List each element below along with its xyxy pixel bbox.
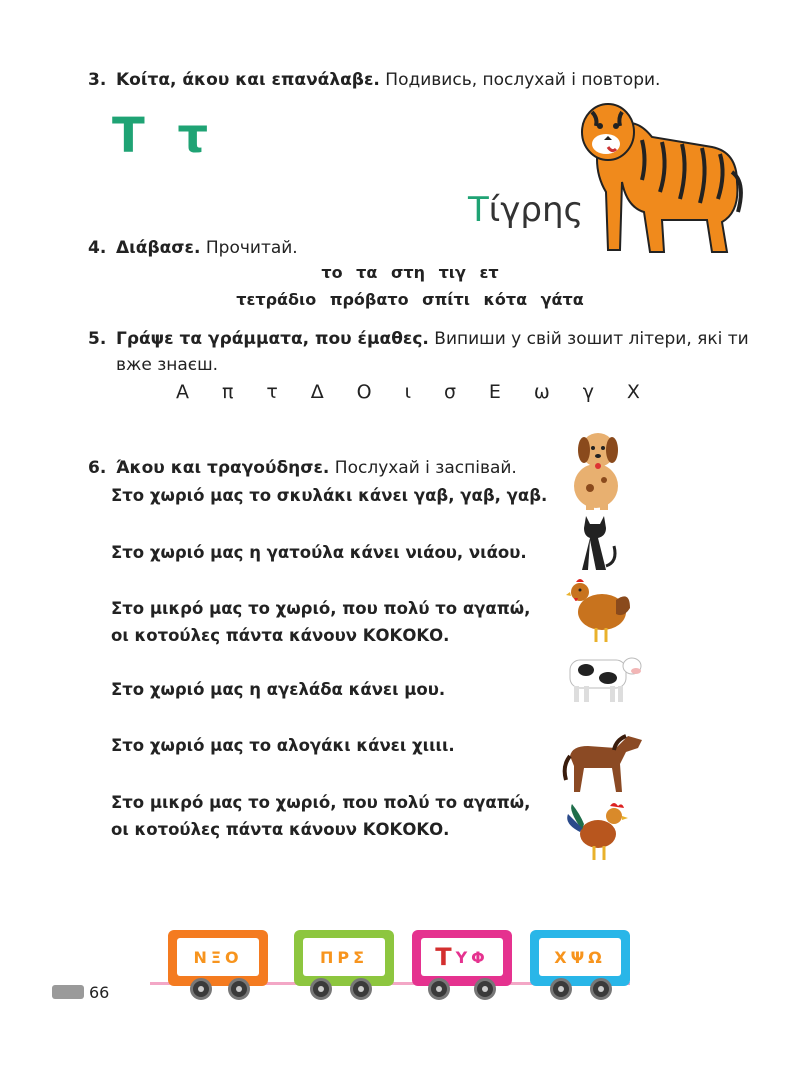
wagon-highlight-letter: Τ bbox=[435, 943, 456, 971]
exercise-number: 3. bbox=[88, 70, 107, 90]
letter: Χ bbox=[626, 381, 640, 403]
instruction-greek: Άκου και τραγούδησε. bbox=[116, 458, 330, 478]
wagon-letters: ΧΨΩ bbox=[554, 947, 606, 967]
instruction-ukrainian: Послухай і заспівай. bbox=[329, 458, 517, 478]
wagon-wheel bbox=[310, 978, 332, 1000]
letter: π bbox=[221, 381, 234, 403]
letter: γ bbox=[582, 381, 594, 403]
instruction-ukrainian-cont: вже знаєш. bbox=[116, 355, 219, 375]
letter: Ε bbox=[488, 381, 501, 403]
syllables-line: το τα στη τιγ ετ bbox=[321, 263, 499, 282]
letter: ω bbox=[533, 381, 550, 403]
exercise-number: 5. bbox=[88, 329, 107, 349]
wagon-label bbox=[303, 938, 385, 976]
page-number-tab bbox=[52, 985, 84, 999]
known-letters bbox=[176, 381, 640, 403]
letter: τ bbox=[266, 381, 278, 403]
exercise-6-heading bbox=[88, 456, 517, 480]
cow-illustration bbox=[562, 648, 642, 706]
hen-illustration bbox=[566, 574, 632, 646]
train-wagon bbox=[412, 930, 512, 986]
song-line: οι κοτούλες πάντα κάνουν ΚΟΚΟΚΟ. bbox=[111, 626, 450, 645]
wagon-wheel bbox=[590, 978, 612, 1000]
example-word bbox=[468, 190, 584, 230]
song-line: Στο χωριό μας η γατούλα κάνει νιάου, νιάου. bbox=[111, 543, 527, 562]
exercise-number: 6. bbox=[88, 458, 107, 478]
letter-pair: Τ τ bbox=[112, 108, 217, 164]
wagon-wheel bbox=[190, 978, 212, 1000]
cat-illustration bbox=[572, 512, 620, 576]
instruction-greek: Γράψε τα γράμματα, που έμαθες. bbox=[116, 329, 429, 349]
wagon-wheel bbox=[228, 978, 250, 1000]
song-line: Στο μικρό μας το χωριό, που πολύ το αγαπώ, bbox=[111, 793, 531, 812]
rooster-illustration bbox=[566, 800, 634, 864]
song-line: Στο χωριό μας η αγελάδα κάνει μου. bbox=[111, 680, 446, 699]
letter: Δ bbox=[310, 381, 324, 403]
song-line: οι κοτούλες πάντα κάνουν ΚΟΚΟΚΟ. bbox=[111, 820, 450, 839]
dog-illustration bbox=[560, 428, 632, 512]
exercise-4-heading bbox=[88, 236, 298, 260]
wagon-wheel bbox=[550, 978, 572, 1000]
instruction-ukrainian: Прочитай. bbox=[200, 238, 298, 258]
letter: σ bbox=[443, 381, 456, 403]
example-word-first-letter: Τ bbox=[468, 190, 489, 230]
wagon-wheel bbox=[428, 978, 450, 1000]
instruction-ukrainian: Випиши у свій зошит літери, які ти bbox=[428, 329, 749, 349]
train-wagon bbox=[294, 930, 394, 986]
words-line: τετράδιο πρόβατο σπίτι κότα γάτα bbox=[236, 290, 584, 309]
instruction-greek: Διάβασε. bbox=[116, 238, 201, 258]
example-word-rest: ίγρης bbox=[488, 190, 584, 230]
wagon-label bbox=[421, 938, 503, 976]
train-wagon bbox=[530, 930, 630, 986]
song-line: Στο χωριό μας το σκυλάκι κάνει γαβ, γαβ, γαβ. bbox=[111, 486, 548, 505]
wagon-wheel bbox=[350, 978, 372, 1000]
wagon-letters: ΥΦ bbox=[455, 947, 489, 967]
train-wagon bbox=[168, 930, 268, 986]
tiger-illustration bbox=[572, 92, 744, 260]
letter: ι bbox=[404, 381, 411, 403]
instruction-ukrainian: Подивись, послухай і повтори. bbox=[379, 70, 661, 90]
page-number: 66 bbox=[89, 983, 110, 1002]
wagon-letters: ΝΞΟ bbox=[193, 947, 243, 967]
wagon-label bbox=[539, 938, 621, 976]
letter: Α bbox=[176, 381, 189, 403]
wagon-label bbox=[177, 938, 259, 976]
horse-illustration bbox=[560, 732, 646, 796]
letter: Ο bbox=[356, 381, 372, 403]
exercise-5-heading bbox=[88, 327, 749, 351]
exercise-3-heading bbox=[88, 68, 660, 92]
song-line: Στο χωριό μας το αλογάκι κάνει χιιιι. bbox=[111, 736, 455, 755]
instruction-greek: Κοίτα, άκου και επανάλαβε. bbox=[116, 70, 380, 90]
wagon-letters: ΠΡΣ bbox=[319, 947, 369, 967]
exercise-number: 4. bbox=[88, 238, 107, 258]
wagon-wheel bbox=[474, 978, 496, 1000]
song-line: Στο μικρό μας το χωριό, που πολύ το αγαπώ, bbox=[111, 599, 531, 618]
